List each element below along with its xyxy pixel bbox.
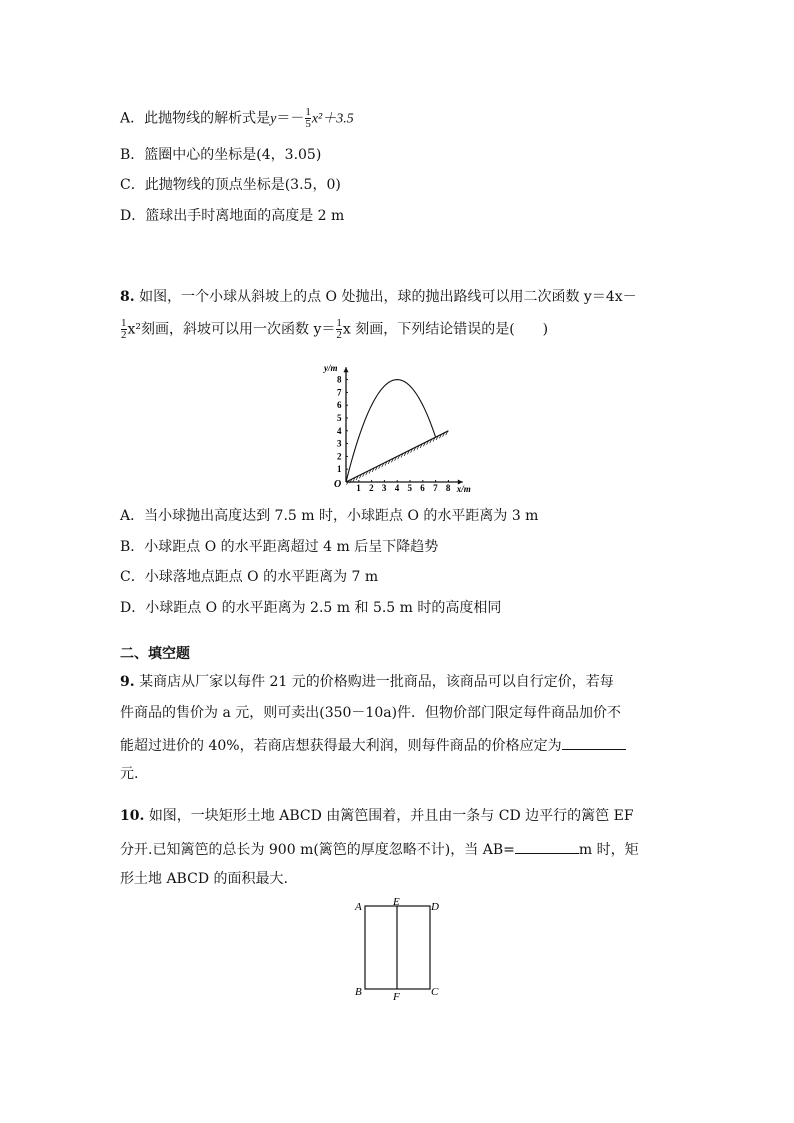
- q8-frac1-den: 2: [121, 329, 127, 341]
- x-tick-label: 1: [356, 483, 361, 493]
- q8-stem-line2-b: x 刻画，下列结论错误的是( ): [342, 321, 549, 338]
- q8-stem-line1: [120, 287, 637, 307]
- q10-line3: 形土地 ABCD 的面积最大.: [120, 871, 288, 887]
- q7-frac-num: 1: [305, 106, 311, 118]
- q8-option-d: D．小球距点 O 的水平距离为 2.5 m 和 5.5 m 时的高度相同: [120, 600, 502, 616]
- q8-frac2-den: 2: [336, 329, 342, 341]
- x-tick-label: 2: [369, 483, 374, 493]
- q7-formula-eq: ＝－: [276, 110, 305, 127]
- x-tick-label: 4: [394, 483, 400, 493]
- label-c: C: [431, 986, 439, 998]
- q10-line2-a: 分开.已知篱笆的总长为 900 m(篱笆的厚度忽略不计)，当 AB=: [120, 842, 515, 858]
- y-tick-label: 4: [337, 425, 342, 436]
- label-b: B: [355, 986, 362, 998]
- q9-line3-text: 能超过进价的 40%，若商店想获得最大利润，则每件商品的价格应定为: [120, 738, 562, 754]
- q9-line1: [120, 672, 614, 692]
- q9-answer-blank[interactable]: [562, 734, 626, 750]
- q7-frac-den: 5: [305, 118, 311, 130]
- q8-chart: [318, 356, 478, 496]
- x-tick-label: 3: [381, 483, 387, 493]
- q10-number: 10.: [120, 808, 145, 824]
- q8-stem-line2-a: x²刻画，斜坡可以用一次函数 y＝: [127, 321, 336, 338]
- y-tick-label: 5: [337, 413, 342, 423]
- y-tick-label: 3: [337, 438, 342, 449]
- parabola-curve: [346, 380, 436, 482]
- q8-option-b: B．小球距点 O 的水平距离超过 4 m 后呈下降趋势: [120, 539, 439, 555]
- q10-line1-text: 如图，一块矩形土地 ABCD 由篱笆围着，并且由一条与 CD 边平行的篱笆 EF: [148, 808, 634, 824]
- y-axis-arrow: [344, 367, 349, 372]
- origin-label: O: [334, 479, 342, 490]
- q9-line1-text: 某商店从厂家以每件 21 元的价格购进一批商品，该商品可以自行定价，若每: [139, 674, 614, 690]
- q7-fraction: [305, 107, 311, 130]
- q8-fraction-1: [121, 318, 127, 341]
- y-tick-label: 1: [337, 464, 342, 475]
- q8-option-c: C．小球落地点距点 O 的水平距离为 7 m: [120, 569, 379, 585]
- label-e: E: [393, 896, 400, 908]
- q7-formula-tail: x²＋3.5: [311, 111, 354, 127]
- x-axis-label: x/m: [456, 484, 471, 494]
- y-axis-label: y/m: [324, 363, 338, 374]
- q7-option-b: B．篮圈中心的坐标是(4，3.05): [120, 147, 322, 163]
- q9-line3: [120, 734, 626, 756]
- q8-frac1-num: 1: [121, 317, 127, 329]
- x-tick-label: 8: [445, 483, 451, 493]
- x-tick-label: 7: [433, 483, 438, 493]
- q10-answer-blank[interactable]: [515, 838, 579, 854]
- q9-line4: 元.: [120, 766, 139, 782]
- q8-number: 8.: [120, 289, 135, 305]
- q9-number: 9.: [120, 674, 135, 690]
- q7-formula-y: y: [270, 111, 277, 127]
- y-tick-label: 7: [337, 387, 342, 398]
- y-tick-label: 8: [337, 374, 342, 385]
- label-f: F: [393, 991, 400, 1003]
- y-tick-label: 2: [337, 451, 342, 462]
- q7-option-d: D．篮球出手时离地面的高度是 2 m: [120, 208, 345, 224]
- q10-line2: [120, 838, 639, 860]
- q8-stem-line2: [120, 318, 548, 341]
- label-a: A: [355, 901, 362, 913]
- section-2-title: 二、填空题: [120, 646, 190, 662]
- q10-line2-b: m 时，矩: [578, 842, 639, 858]
- y-tick-label: 6: [337, 400, 342, 411]
- q8-stem-line1-text: 如图，一个小球从斜坡上的点 O 处抛出，球的抛出路线可以用二次函数 y＝4x－: [139, 289, 637, 305]
- q7-option-a: [120, 107, 354, 130]
- q8-frac2-num: 1: [336, 317, 342, 329]
- q10-rectangle-diagram: [348, 896, 448, 1004]
- x-tick-label: 5: [407, 483, 412, 493]
- q8-option-a: A．当小球抛出高度达到 7.5 m 时，小球距点 O 的水平距离为 3 m: [120, 508, 539, 524]
- q10-line1: [120, 806, 634, 826]
- label-d: D: [431, 901, 439, 913]
- q8-fraction-2: [336, 318, 342, 341]
- q9-line2: 件商品的售价为 a 元，则可卖出(350－10a)件．但物价部门限定每件商品加价不: [120, 705, 622, 721]
- q7-option-a-text: A．此抛物线的解析式是: [120, 110, 271, 127]
- q7-option-c: C．此抛物线的顶点坐标是(3.5，0): [120, 177, 341, 193]
- x-tick-label: 6: [420, 483, 425, 493]
